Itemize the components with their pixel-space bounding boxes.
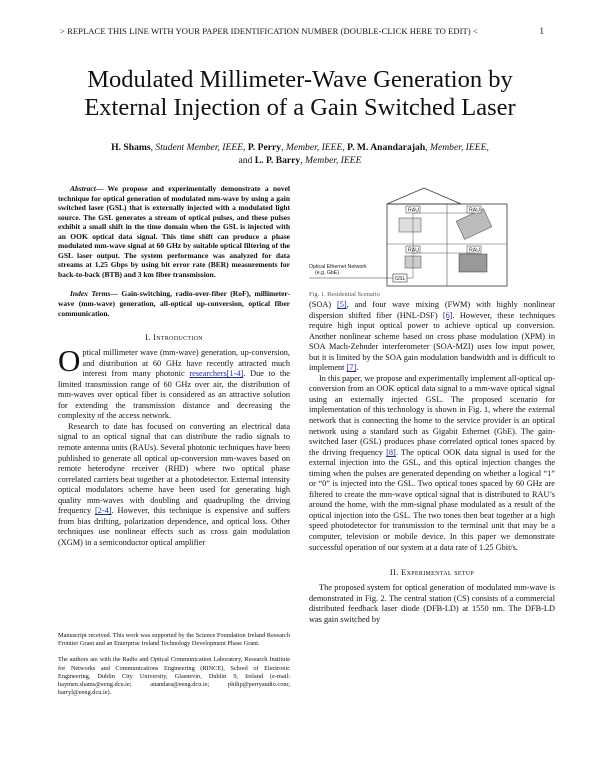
index-terms-label: Index Terms <box>70 289 111 299</box>
index-terms-text: Gain-switching, radio-over-fiber (RoF), millimeter-wave (mm-wave) generation, all-optical up-conversion, optical fiber communication. <box>58 289 290 318</box>
footnote-manuscript: Manuscript received. This work was supported by the Science Foundation Ireland Research Frontier Grant and an Enterprise Ireland Technology Development Phase Grant. <box>58 632 290 648</box>
paragraph-text: . <box>356 363 359 373</box>
intro-paragraph-1 <box>58 343 290 422</box>
paragraph-text: ptical millimeter wave (mm-wave) generation, up-conversion, and distribution at 60 GHz have recently attracted much interest from many photonic <box>82 348 290 379</box>
paragraph-text: . However, this technique is expensive and suffers from bias drifting, polarization dependence, and optical loss. Other techniques use nonlinear effects such as cross gain modulation (XGM) in a semiconductor optical amplifier <box>58 506 290 547</box>
figure-1-residential-scenario <box>309 184 555 290</box>
intro-paragraph-3 <box>309 300 555 374</box>
author-name: P. M. Anandarajah <box>347 142 426 153</box>
paragraph-text: In this paper, we propose and experimentally implement all-optical up-conversion from an OOK optical data signal to a mm-wave optical signal using an externally injected GSL. The proposed scenario for implementation of this technology is shown in Fig. 1, where the external network that is connecting the home to the service provider is an optical network using a standard such as Gigabit Ethernet (GbE). The gain-switched laser (GSL) produces phase correlated optical tones spaced by the driving frequency <box>309 373 555 457</box>
citation-link[interactable]: [2-4] <box>95 506 112 516</box>
citation-link[interactable]: researchers[1-4] <box>189 369 244 379</box>
rau-label-3: RAU <box>408 247 419 254</box>
paragraph-text: . However, these techniques require high input optical power to achieve optical up conversion. Another nonlinear scheme based on cross phase modulation (XPM) in SOA Mach-Zehnder interferometer (SOA-MZI) uses low input power, but it is limited by the SOA gain modulation bandwidth and is difficult to implement <box>309 310 555 373</box>
paragraph-text: , and four wave mixing (FWM) with highly nonlinear dispersion shifted fiber (HNL-DSF) <box>309 300 555 320</box>
footnote-affiliation: The authors are with the Radio and Optical Communication Laboratory, Research Institute for Networks and Communications Engineering (RINCE), School of Electronic Engineering, Dublin City University, Glasnevin, Dublin 9, Ireland (e-mail: haymen.shams@eeng.dcu.ie; anandara@eeng.dcu.ie; philip@perryaudio.com; barryl@eeng.dcu.ie). <box>58 656 290 697</box>
running-header[interactable]: > REPLACE THIS LINE WITH YOUR PAPER IDENTIFICATION NUMBER (DOUBLE-CLICK HERE TO EDIT) < <box>60 26 478 36</box>
setup-paragraph-1: The proposed system for optical generation of modulated mm-wave is demonstrated in Fig. 2. The central station (CS) consists of a commercial distributed feedback laser diode (DFB-LD) at 1550 nm. The DFB-LD was gain switched by <box>309 583 555 624</box>
figure-1-caption: Fig. 1. Residential Scenario <box>309 291 380 298</box>
left-column <box>58 184 290 549</box>
footnotes <box>58 632 290 697</box>
intro-paragraph-2 <box>58 422 290 549</box>
paragraph-text: (SOA) <box>309 300 337 309</box>
title-line-2: External Injection of a Gain Switched Laser <box>84 94 516 121</box>
author-conjunction: and <box>238 155 255 166</box>
rau-label-1: RAU <box>408 207 419 214</box>
page-number: 1 <box>539 26 544 36</box>
author-list <box>60 141 540 167</box>
index-terms-dash: — <box>110 289 122 299</box>
paragraph-text: . The optical OOK data signal is used for the external injection into the GSL, and this optical injection changes the timing when the pulses are generated depending on whether a logical “1” or “0” is injected into the GSL. Two optical tones spaced by 60 GHz are filtered to create the mm-wave optical signal that is distributed to RAU’s around the home, with the mm-signal phase modulated as a result of the optical injection into the GSL. The two tones then beat together at a high speed photodetector for transmission to the terminal unit that may be a computer, television or mobile device. In this paper we demonstrate successful operation of our system at a data rate of 1.25 Gbit/s. <box>309 447 555 552</box>
author-affiliation: , Member, IEEE, <box>425 142 489 153</box>
author-affiliation: , Member, IEEE <box>300 155 362 166</box>
residential-scenario-diagram <box>309 184 555 290</box>
citation-link[interactable]: [8] <box>386 447 396 457</box>
drop-cap: O <box>58 343 81 379</box>
citation-link[interactable]: [7] <box>346 363 357 373</box>
author-name: H. Shams <box>111 142 151 153</box>
paper-title <box>40 66 560 122</box>
section-heading-experimental-setup: II. Experimental setup <box>389 567 475 578</box>
index-terms <box>58 289 290 318</box>
abstract-text: We propose and experimentally demonstrate a novel technique for optical generation of modulated mm-wave by using a gain switched laser (GSL) that is externally injected with a modulated light source. The GSL generates a stream of optical pulses, and these pulses exhibit a small shift in the time domain when the GSL is injected with an OOK optical data signal. This time shift can produce a phase modulated mm-wave signal at 60 GHz by suitable optical filtering of the GSL laser output. The system performance was analyzed for data streams at 1.25 Gbps by using bit error rate (BER) measurements for back-to-back (BTB) and 3 km fiber transmission. <box>58 184 290 279</box>
paragraph-text: . Due to the limited transmission range of 60 GHz over air, the distribution of mm-waves over optical fiber is considered as an attractive solution for extending the transmission distance and decreasing the complexity of the access network. <box>58 369 290 421</box>
author-line-2 <box>60 154 540 167</box>
network-label: Optical Ethernet Network <box>309 264 367 270</box>
author-line-1 <box>60 141 540 154</box>
section-heading-introduction: I. Introduction <box>145 332 203 343</box>
house-roof <box>387 188 461 204</box>
citation-link[interactable]: [5] <box>336 300 347 309</box>
bed-icon <box>399 218 421 232</box>
abstract-label: Abstract <box>70 184 96 193</box>
intro-paragraph-4 <box>309 374 555 553</box>
author-name: L. P. Barry <box>254 155 301 166</box>
tv-icon <box>459 254 487 272</box>
abstract <box>58 184 290 279</box>
author-affiliation: , Member, IEEE, <box>281 142 348 153</box>
network-label-2: (e.g. GbE) <box>315 270 339 276</box>
author-name: P. Perry <box>247 142 282 153</box>
rau-label-2: RAU <box>469 207 480 214</box>
abstract-dash: — <box>95 184 108 193</box>
citation-link[interactable]: [6] <box>442 310 453 320</box>
rau-label-4: RAU <box>469 247 480 254</box>
right-column <box>309 184 555 625</box>
author-affiliation: , Student Member, IEEE, <box>150 142 248 153</box>
gsl-label: GSL <box>395 276 406 282</box>
title-line-1: Modulated Millimeter-Wave Generation by <box>87 66 513 93</box>
paragraph-text: Research to date has focused on converting an electrical data signal to an optical signal that can distribute the radio signals to remote antenna units (RAUs). Several photonic techniques have been published to generate all optical up-conversion mm-waves based on remote heterodyne receiver (RHD) where two optical phase correlated carriers beat together at a photodetector. External intensity optical modulators scheme have been used for generating high quality mm-waves with doubling and quadrupling the driving frequency <box>58 421 290 516</box>
